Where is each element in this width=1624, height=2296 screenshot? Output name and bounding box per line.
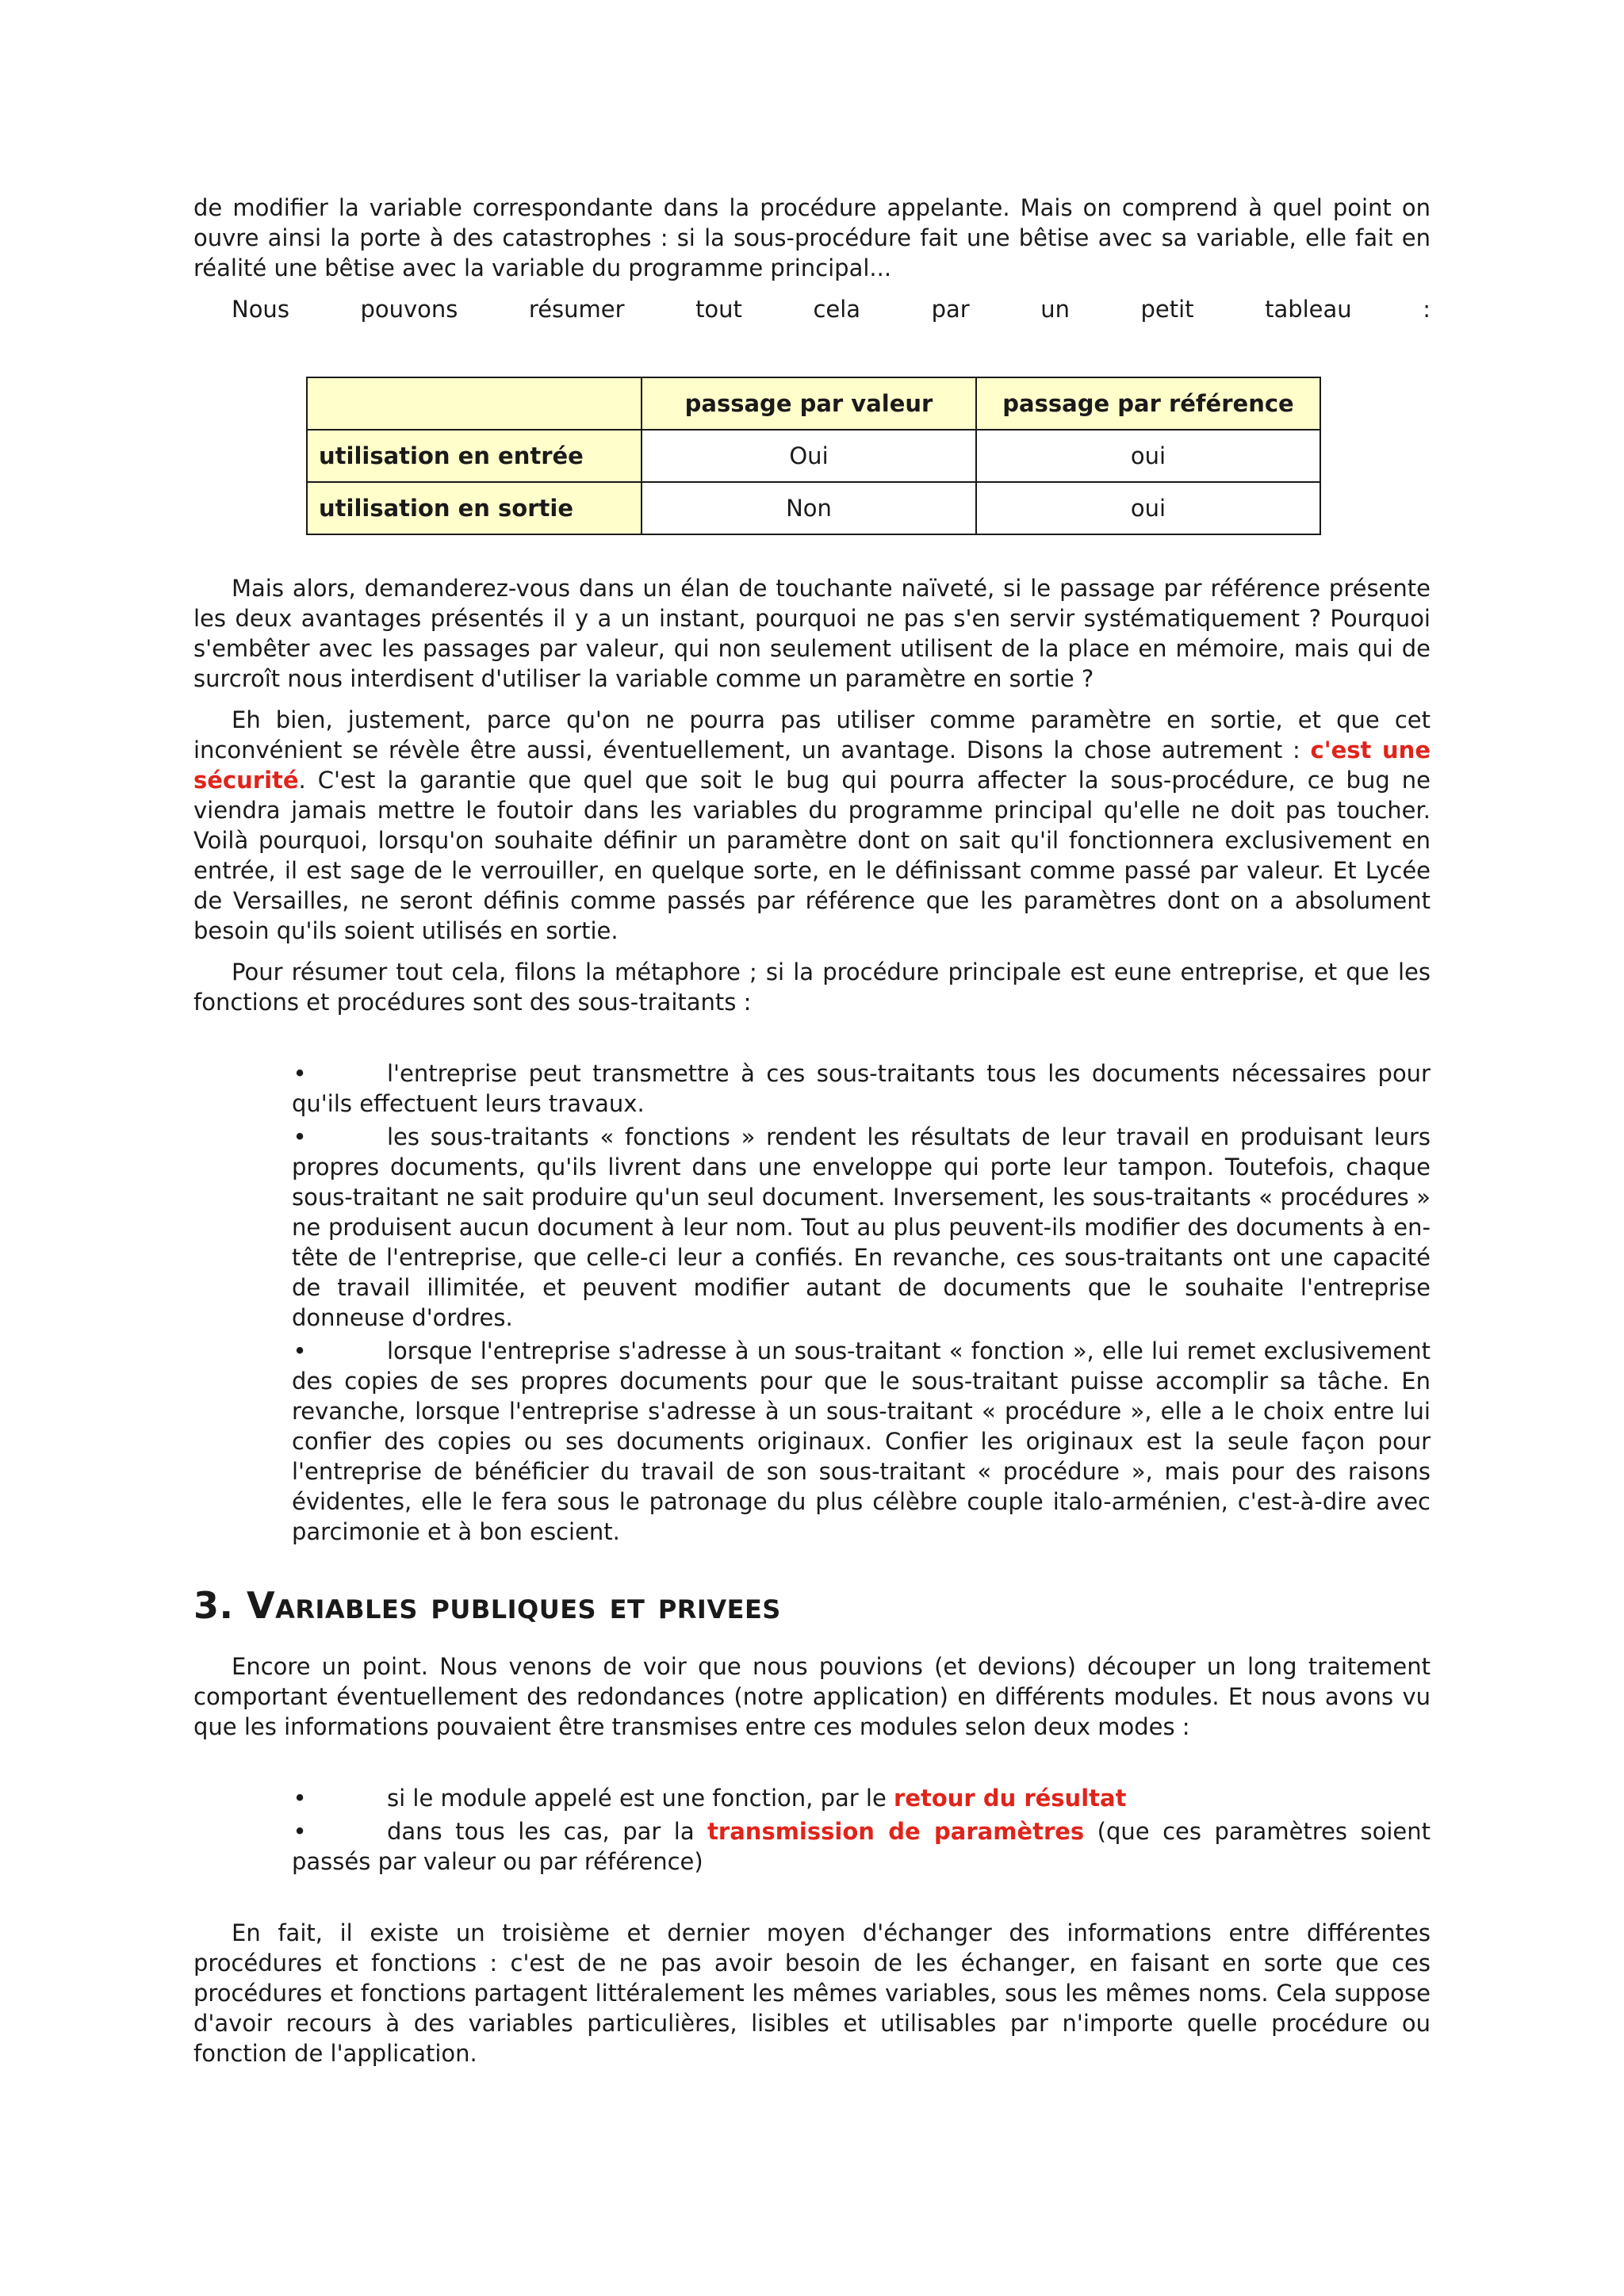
paragraph-en-fait: En fait, il existe un troisième et dernier moyen d'échanger des informations entre différentes procédures et fonctions : c'est de ne pas avoir besoin de les échanger, en faisant en sorte que ces procédures et fonctions partagent littéralement les mêmes variables, sous les mêmes noms. Cela suppose d'avoir recours à des variables particulières, lisibles et utilisables par n'importe quelle procédure ou fonction de l'application. bbox=[193, 1919, 1431, 2067]
paragraph-mais-alors: Mais alors, demanderez-vous dans un élan de touchante naïveté, si le passage par référence présente les deux avantages présentés il y a un instant, pourquoi ne pas s'en servir systématiquement ? Pourquoi s'embêter avec les passages par valeur, qui non seulement utilisent de la place en mémoire, mais qui de surcroît nous interdisent d'utiliser la variable comme un paramètre en sortie ? bbox=[193, 575, 1431, 692]
paragraph-pour-resumer: Pour résumer tout cela, filons la métaphore ; si la procédure principale est eune entreprise, et que les fonctions et procédures sont des sous-traitants : bbox=[193, 959, 1431, 1016]
paragraph-eh-bien-text: Eh bien, justement, parce qu'on ne pourra pas utiliser comme paramètre en sortie, et que cet inconvénient se révèle être aussi, éventuellement, un avantage. Disons la chose autrement : bbox=[193, 706, 1431, 763]
bullet-icon: • bbox=[293, 1818, 307, 1845]
table-corner-cell bbox=[307, 377, 642, 430]
list-item bbox=[292, 1122, 1431, 1333]
summary-word: pouvons bbox=[360, 296, 458, 323]
summary-word: tableau bbox=[1265, 296, 1352, 323]
highlight-transmission-parametres: transmission de paramètres bbox=[707, 1818, 1085, 1845]
table-row bbox=[307, 482, 1320, 534]
bullet-icon: • bbox=[293, 1123, 307, 1150]
section-title: 3. Variables publiques et privees bbox=[193, 1584, 781, 1627]
highlight-securite: c'est une sécurité bbox=[193, 737, 1431, 794]
bullet-icon: • bbox=[293, 1337, 307, 1364]
list-item bbox=[292, 1336, 1431, 1547]
table-row bbox=[307, 430, 1320, 482]
table-row-header: utilisation en entrée bbox=[307, 430, 642, 482]
table-header-row bbox=[307, 377, 1320, 430]
table-cell: Oui bbox=[642, 430, 976, 482]
list-item-text: si le module appelé est une fonction, par le bbox=[387, 1785, 894, 1812]
summary-intro-line bbox=[193, 294, 1431, 324]
table-cell: oui bbox=[976, 482, 1320, 534]
list-item bbox=[292, 1783, 1431, 1813]
list-item-text: dans tous les cas, par la bbox=[387, 1818, 708, 1845]
paragraph-intro: de modifier la variable correspondante dans la procédure appelante. Mais on comprend à quel point on ouvre ainsi la porte à des catastrophes : si la sous-procédure fait une bêtise avec sa variable, elle fait en réalité une bêtise avec la variable du programme principal... bbox=[193, 194, 1431, 281]
table-col-header: passage par valeur bbox=[642, 377, 976, 430]
list-item-text: lorsque l'entreprise s'adresse à un sous-traitant « fonction », elle lui remet exclusivement des copies de ses propres documents pour que le sous-traitant puisse accomplir sa tâche. En revanche, lorsque l'entreprise s'adresse à un sous-traitant « procédure », elle a le choix entre lui confier des copies ou ses documents originaux. Confier les originaux est la seule façon pour l'entreprise de bénéficier du travail de son sous-traitant « procédure », mais pour des raisons évidentes, elle le fera sous le patronage du plus célèbre couple italo-arménien, c'est-à-dire avec parcimonie et à bon escient. bbox=[292, 1337, 1431, 1545]
summary-word: cela bbox=[813, 296, 861, 323]
list-item-text-end: (que ces paramètres soient passés par valeur ou par référence) bbox=[292, 1818, 1431, 1875]
list-item-text: les sous-traitants « fonctions » rendent les résultats de leur travail en produisant leurs propres documents, qu'ils livrent dans une enveloppe qui porte leur tampon. Toutefois, chaque sous-traitant ne sait produire qu'un seul document. Inversement, les sous-traitants « procédures » ne produisent aucun document à leur nom. Tout au plus peuvent-ils modifier des documents à en-tête de l'entreprise, que celle-ci leur a confiés. En revanche, ces sous-traitants ont une capacité de travail illimitée, et peuvent modifier autant de documents que le souhaite l'entreprise donneuse d'ordres. bbox=[292, 1123, 1431, 1331]
paragraph-eh-bien-text-end: . C'est la garantie que quel que soit le bug qui pourra affecter la sous-procédure, ce bug ne viendra jamais mettre le foutoir dans les variables du programme principal qu'elle ne doit pas toucher. Voilà pourquoi, lorsqu'on souhaite définir un paramètre dont on sait qu'il fonctionnera exclusivement en entrée, il est sage de le verrouiller, en quelque sorte, en le définissant comme passé par valeur. Et Lycée de Versailles, ne seront définis comme passés par référence que les paramètres dont on a absolument besoin qu'ils soient utilisés en sortie. bbox=[193, 767, 1431, 944]
list-item bbox=[292, 1816, 1431, 1877]
metaphor-list bbox=[193, 1058, 1431, 1547]
summary-word: : bbox=[1423, 296, 1431, 323]
summary-word: Nous bbox=[232, 296, 289, 323]
table-cell: Non bbox=[642, 482, 976, 534]
highlight-retour-resultat: retour du résultat bbox=[894, 1785, 1127, 1812]
summary-word: petit bbox=[1140, 296, 1194, 323]
table-cell: oui bbox=[976, 430, 1320, 482]
table-row-header: utilisation en sortie bbox=[307, 482, 642, 534]
bullet-icon: • bbox=[293, 1060, 307, 1087]
paragraph-encore: Encore un point. Nous venons de voir que nous pouvions (et devions) découper un long traitement comportant éventuellement des redondances (notre application) en différents modules. Et nous avons vu que les informations pouvaient être transmises entre ces modules selon deux modes : bbox=[193, 1653, 1431, 1740]
passage-summary-table bbox=[306, 377, 1321, 535]
summary-word: un bbox=[1040, 296, 1070, 323]
list-item bbox=[292, 1058, 1431, 1119]
summary-word: tout bbox=[695, 296, 742, 323]
modes-list bbox=[193, 1783, 1431, 1877]
bullet-icon: • bbox=[293, 1785, 307, 1812]
list-item-text: l'entreprise peut transmettre à ces sous-traitants tous les documents nécessaires pour qu'ils effectuent leurs travaux. bbox=[292, 1060, 1431, 1117]
paragraph-eh-bien bbox=[193, 705, 1431, 946]
summary-word: résumer bbox=[528, 296, 625, 323]
table-col-header: passage par référence bbox=[976, 377, 1320, 430]
summary-word: par bbox=[931, 296, 970, 323]
